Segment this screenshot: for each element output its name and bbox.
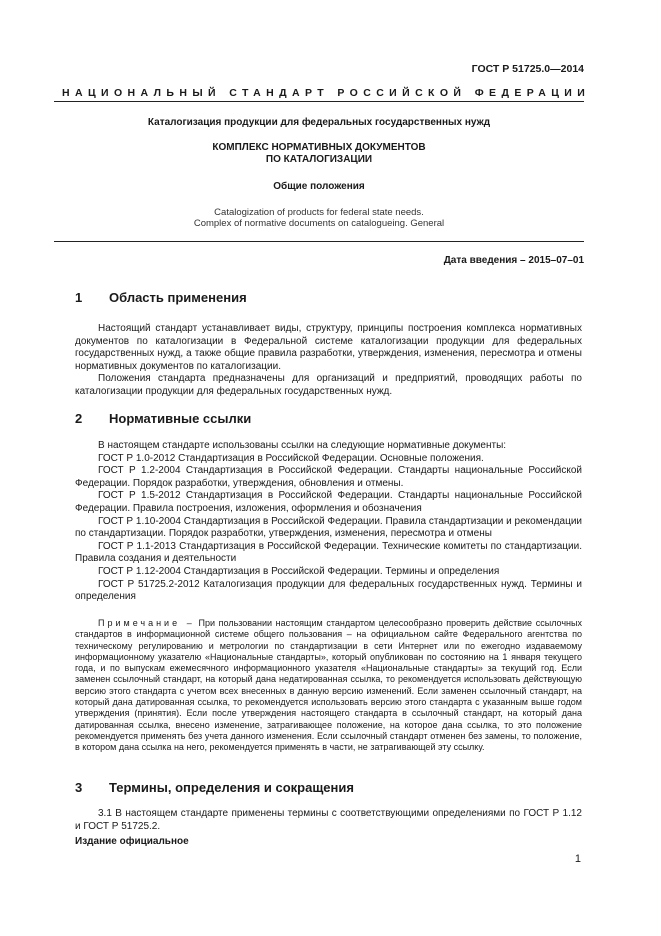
title-complex [54, 142, 584, 166]
title-english-b: Complex of normative documents on catalogueing. General [193, 218, 445, 229]
reference-item: ГОСТ Р 1.0-2012 Стандартизация в Российской Федерации. Основные положения. [98, 452, 484, 464]
title-subtitle: Общие положения [273, 181, 365, 192]
reference-item: ГОСТ Р 1.12-2004 Стандартизация в Российской Федерации. Термины и определения [98, 565, 500, 577]
section-3-number: 3 [75, 780, 83, 795]
section-2-title: Нормативные ссылки [109, 411, 252, 426]
gost-number: ГОСТ Р 51725.0—2014 [471, 63, 584, 75]
reference-item: ГОСТ Р 1.1-2013 Стандартизация в Российской Федерации. Технические комитеты по стандартизации. Правила создания и деятельности [75, 540, 582, 565]
national-standard-banner: НАЦИОНАЛЬНЫЙ СТАНДАРТ РОССИЙСКОЙ ФЕДЕРАЦИИ [62, 87, 591, 99]
section-2-body [75, 440, 582, 604]
title-line-2a: КОМПЛЕКС НОРМАТИВНЫХ ДОКУМЕНТОВ [212, 142, 426, 153]
intro-date: Дата введения – 2015–07–01 [443, 255, 584, 266]
reference-item: ГОСТ Р 1.2-2004 Стандартизация в Российской Федерации. Стандарты национальные Российской Федерации. Порядок разработки, утверждения, обновления и отмены. [75, 465, 582, 489]
section-2-number: 2 [75, 411, 83, 426]
reference-item: ГОСТ Р 51725.2-2012 Каталогизация продукции для федеральных государственных нужд. Термины и определения [75, 578, 582, 603]
section-1-number: 1 [75, 290, 83, 305]
title-english-a: Catalogization of products for federal state needs. [214, 207, 424, 218]
section-1-paragraph-2: Положения стандарта предназначены для организаций и предприятий, проводящих работы по каталогизации продукции для федеральных государственных нужд. [75, 373, 582, 397]
section-1-paragraph-1: Настоящий стандарт устанавливает виды, структуру, принципы построения комплекса нормативных документов по каталогизации в Федеральной системе каталогизации продукции для федеральных государственных нужд, а также общие правила разработки, утверждения, изменения, пересмотра и отмены нормативных документов по каталогизации. [75, 323, 582, 372]
title-english [54, 207, 584, 229]
section-2-intro: В настоящем стандарте использованы ссылки на следующие нормативные документы: [98, 440, 507, 451]
section-1-title: Область применения [109, 290, 247, 305]
section-3-heading [75, 780, 354, 795]
section-3-title: Термины, определения и сокращения [109, 780, 354, 795]
note-lead: Примечание – [98, 618, 195, 628]
section-2-heading [75, 411, 251, 426]
note-text: При пользовании настоящим стандартом целесообразно проверить действие ссылочных стандартов в информационной системе общего пользования – на официальном сайте Федерального агентства по техническому регулированию и метрологии по стандартизации в сети Интернет или по ежегодно издаваемому информационному указателю «Национальные стандарты», который опубликован по состоянию на 1 января текущего года, и по выпускам ежемесячного информационного указателя «Национальные стандарты» за текущий год. Если заменен ссылочный стандарт, на который дана недатированная ссылка, то рекомендуется использовать действующую версию этого стандарта с учетом всех внесенных в данную версию изменений. Если заменен ссылочный стандарт, на который дана датированная ссылка, то рекомендуется использовать версию этого стандарта с указанным выше годом утверждения (принятия). Если после утверждения настоящего стандарта в ссылочный стандарт, на который дана датированная ссылка, внесено изменение, затрагивающее положение, на которое дана ссылка, то это положение рекомендуется применять без учета данного изменения. Если ссылочный стандарт отменен без замены, то положение, в котором дана ссылка на него, рекомендуется применять в части, не затрагивающей эту ссылку. [75, 618, 582, 753]
reference-item: ГОСТ Р 1.10-2004 Стандартизация в Российской Федерации. Правила стандартизации и рекомендации по стандартизации. Порядок разработки, утверждения, изменения, пересмотра и отмены [75, 515, 582, 540]
official-edition-label: Издание официальное [75, 836, 189, 847]
section-1-body [75, 323, 582, 399]
reference-item: ГОСТ Р 1.5-2012 Стандартизация в Российской Федерации. Стандарты национальные Российской Федерации. Правила построения, изложения, оформления и обозначения [75, 490, 582, 514]
section-1-heading [75, 290, 247, 305]
reference-note [75, 618, 582, 754]
title-line-2b: ПО КАТАЛОГИЗАЦИИ [265, 154, 373, 165]
title-divider [54, 241, 584, 242]
section-3-body [75, 808, 582, 833]
section-3-paragraph-1: 3.1 В настоящем стандарте применены термины с соответствующими определениями по ГОСТ Р 1.12 и ГОСТ Р 51725.2. [75, 808, 582, 832]
header-divider [54, 101, 584, 102]
title-line-1: Каталогизация продукции для федеральных государственных нужд [147, 117, 491, 128]
page-number: 1 [574, 853, 581, 865]
